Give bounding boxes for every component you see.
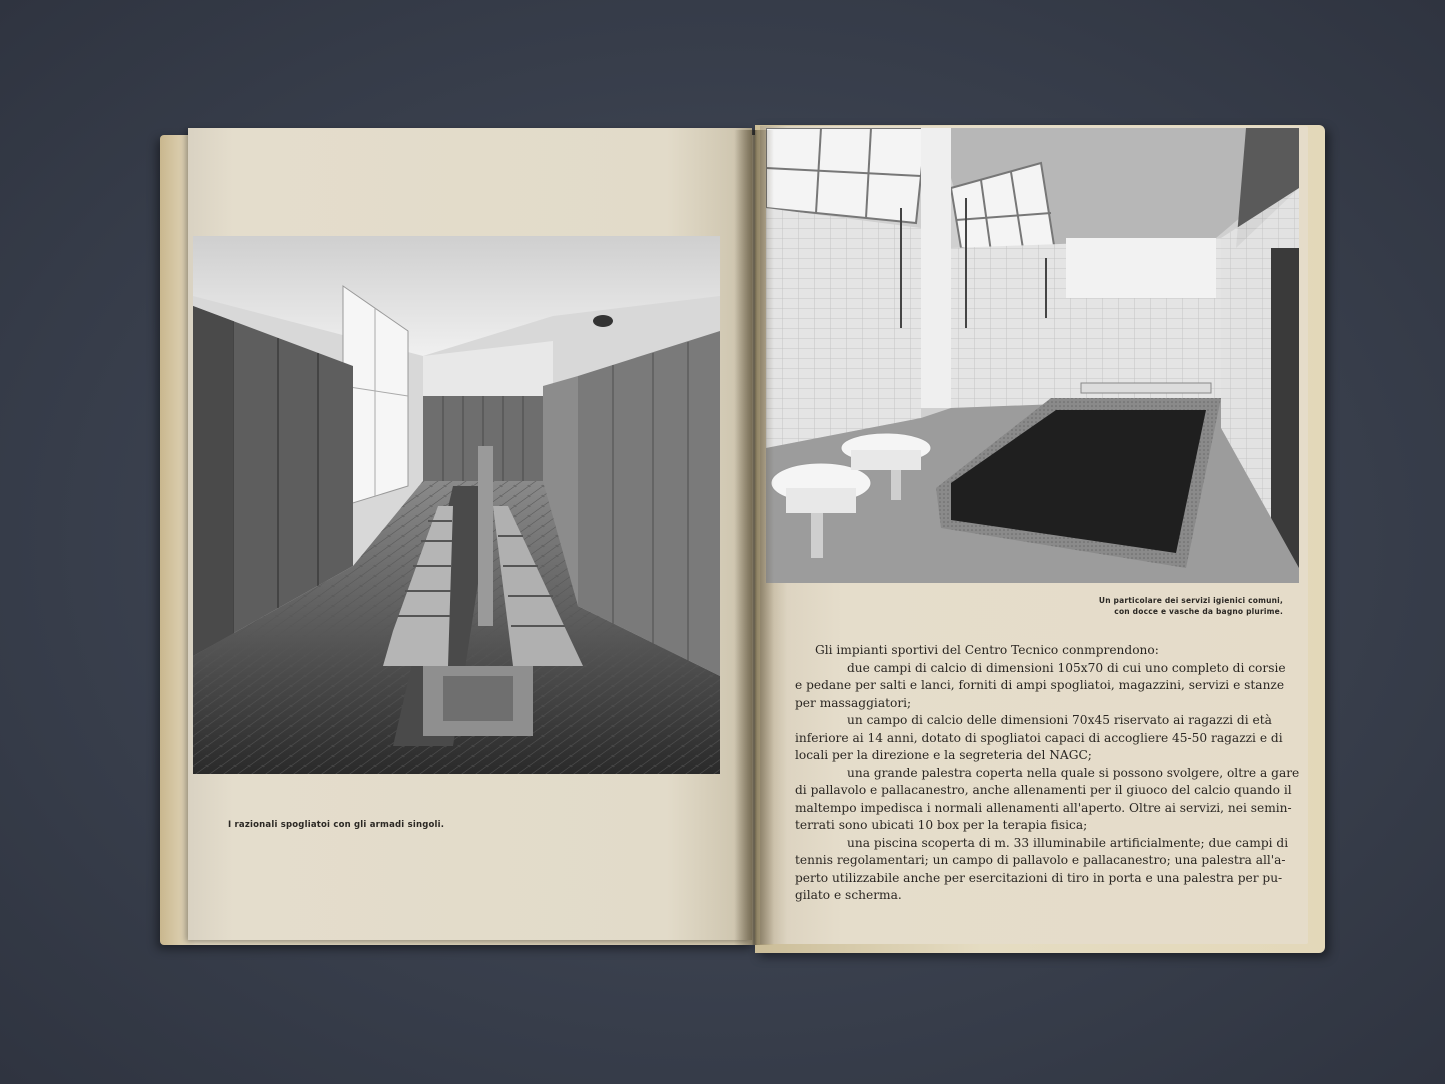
body-line: un campo di calcio delle dimensioni 70x45 riservato ai ragazzi di età: [847, 713, 1272, 727]
body-line: una piscina scoperta di m. 33 illuminabile artificialmente; due campi di: [847, 835, 1289, 850]
body-line: perto utilizzabile anche per esercitazioni di tiro in porta e una palestra per pu-: [795, 870, 1283, 885]
right-photo-caption: [1050, 595, 1283, 617]
body-lines: [795, 660, 1300, 905]
body-intro: Gli impianti sportivi del Centro Tecnico conmprendono:: [815, 643, 1159, 657]
locker-room-photo: [193, 236, 720, 774]
body-line: e pedane per salti e lanci, forniti di ampi spogliatoi, magazzini, servizi e stanze: [795, 678, 1285, 692]
body-line: terrati sono ubicati 10 box per la terapia fisica;: [795, 818, 1088, 832]
body-line: per massaggiatori;: [795, 695, 912, 710]
left-photo-caption: I razionali spogliatoi con gli armadi singoli.: [228, 820, 445, 830]
body-text: [795, 642, 1300, 905]
body-line: locali per la direzione e la segreteria del NAGC;: [795, 748, 1092, 762]
right-caption-line: Un particolare dei servizi igienici comuni,: [1098, 596, 1283, 605]
body-line: due campi di calcio di dimensioni 105x70 di cui uno completo di corsie: [847, 660, 1286, 675]
body-line: maltempo impedisca i normali allenamenti all'aperto. Oltre ai servizi, nei semin-: [795, 800, 1292, 815]
right-caption-line: con docce e vasche da bagno plurime.: [1114, 607, 1283, 616]
body-line: inferiore ai 14 anni, dotato di spogliatoi capaci di accogliere 45-50 ragazzi e di: [795, 730, 1283, 745]
body-line: di pallavolo e pallacanestro, anche allenamenti per il giuoco del calcio quando il: [795, 783, 1292, 797]
body-line: tennis regolamentari; un campo di pallavolo e pallacanestro; una palestra all'a-: [795, 853, 1286, 867]
body-line: gilato e scherma.: [795, 888, 902, 902]
bathroom-photo: [766, 128, 1299, 583]
body-line: una grande palestra coperta nella quale si possono svolgere, oltre a gare: [847, 765, 1300, 780]
spine-shadow: [734, 130, 774, 945]
